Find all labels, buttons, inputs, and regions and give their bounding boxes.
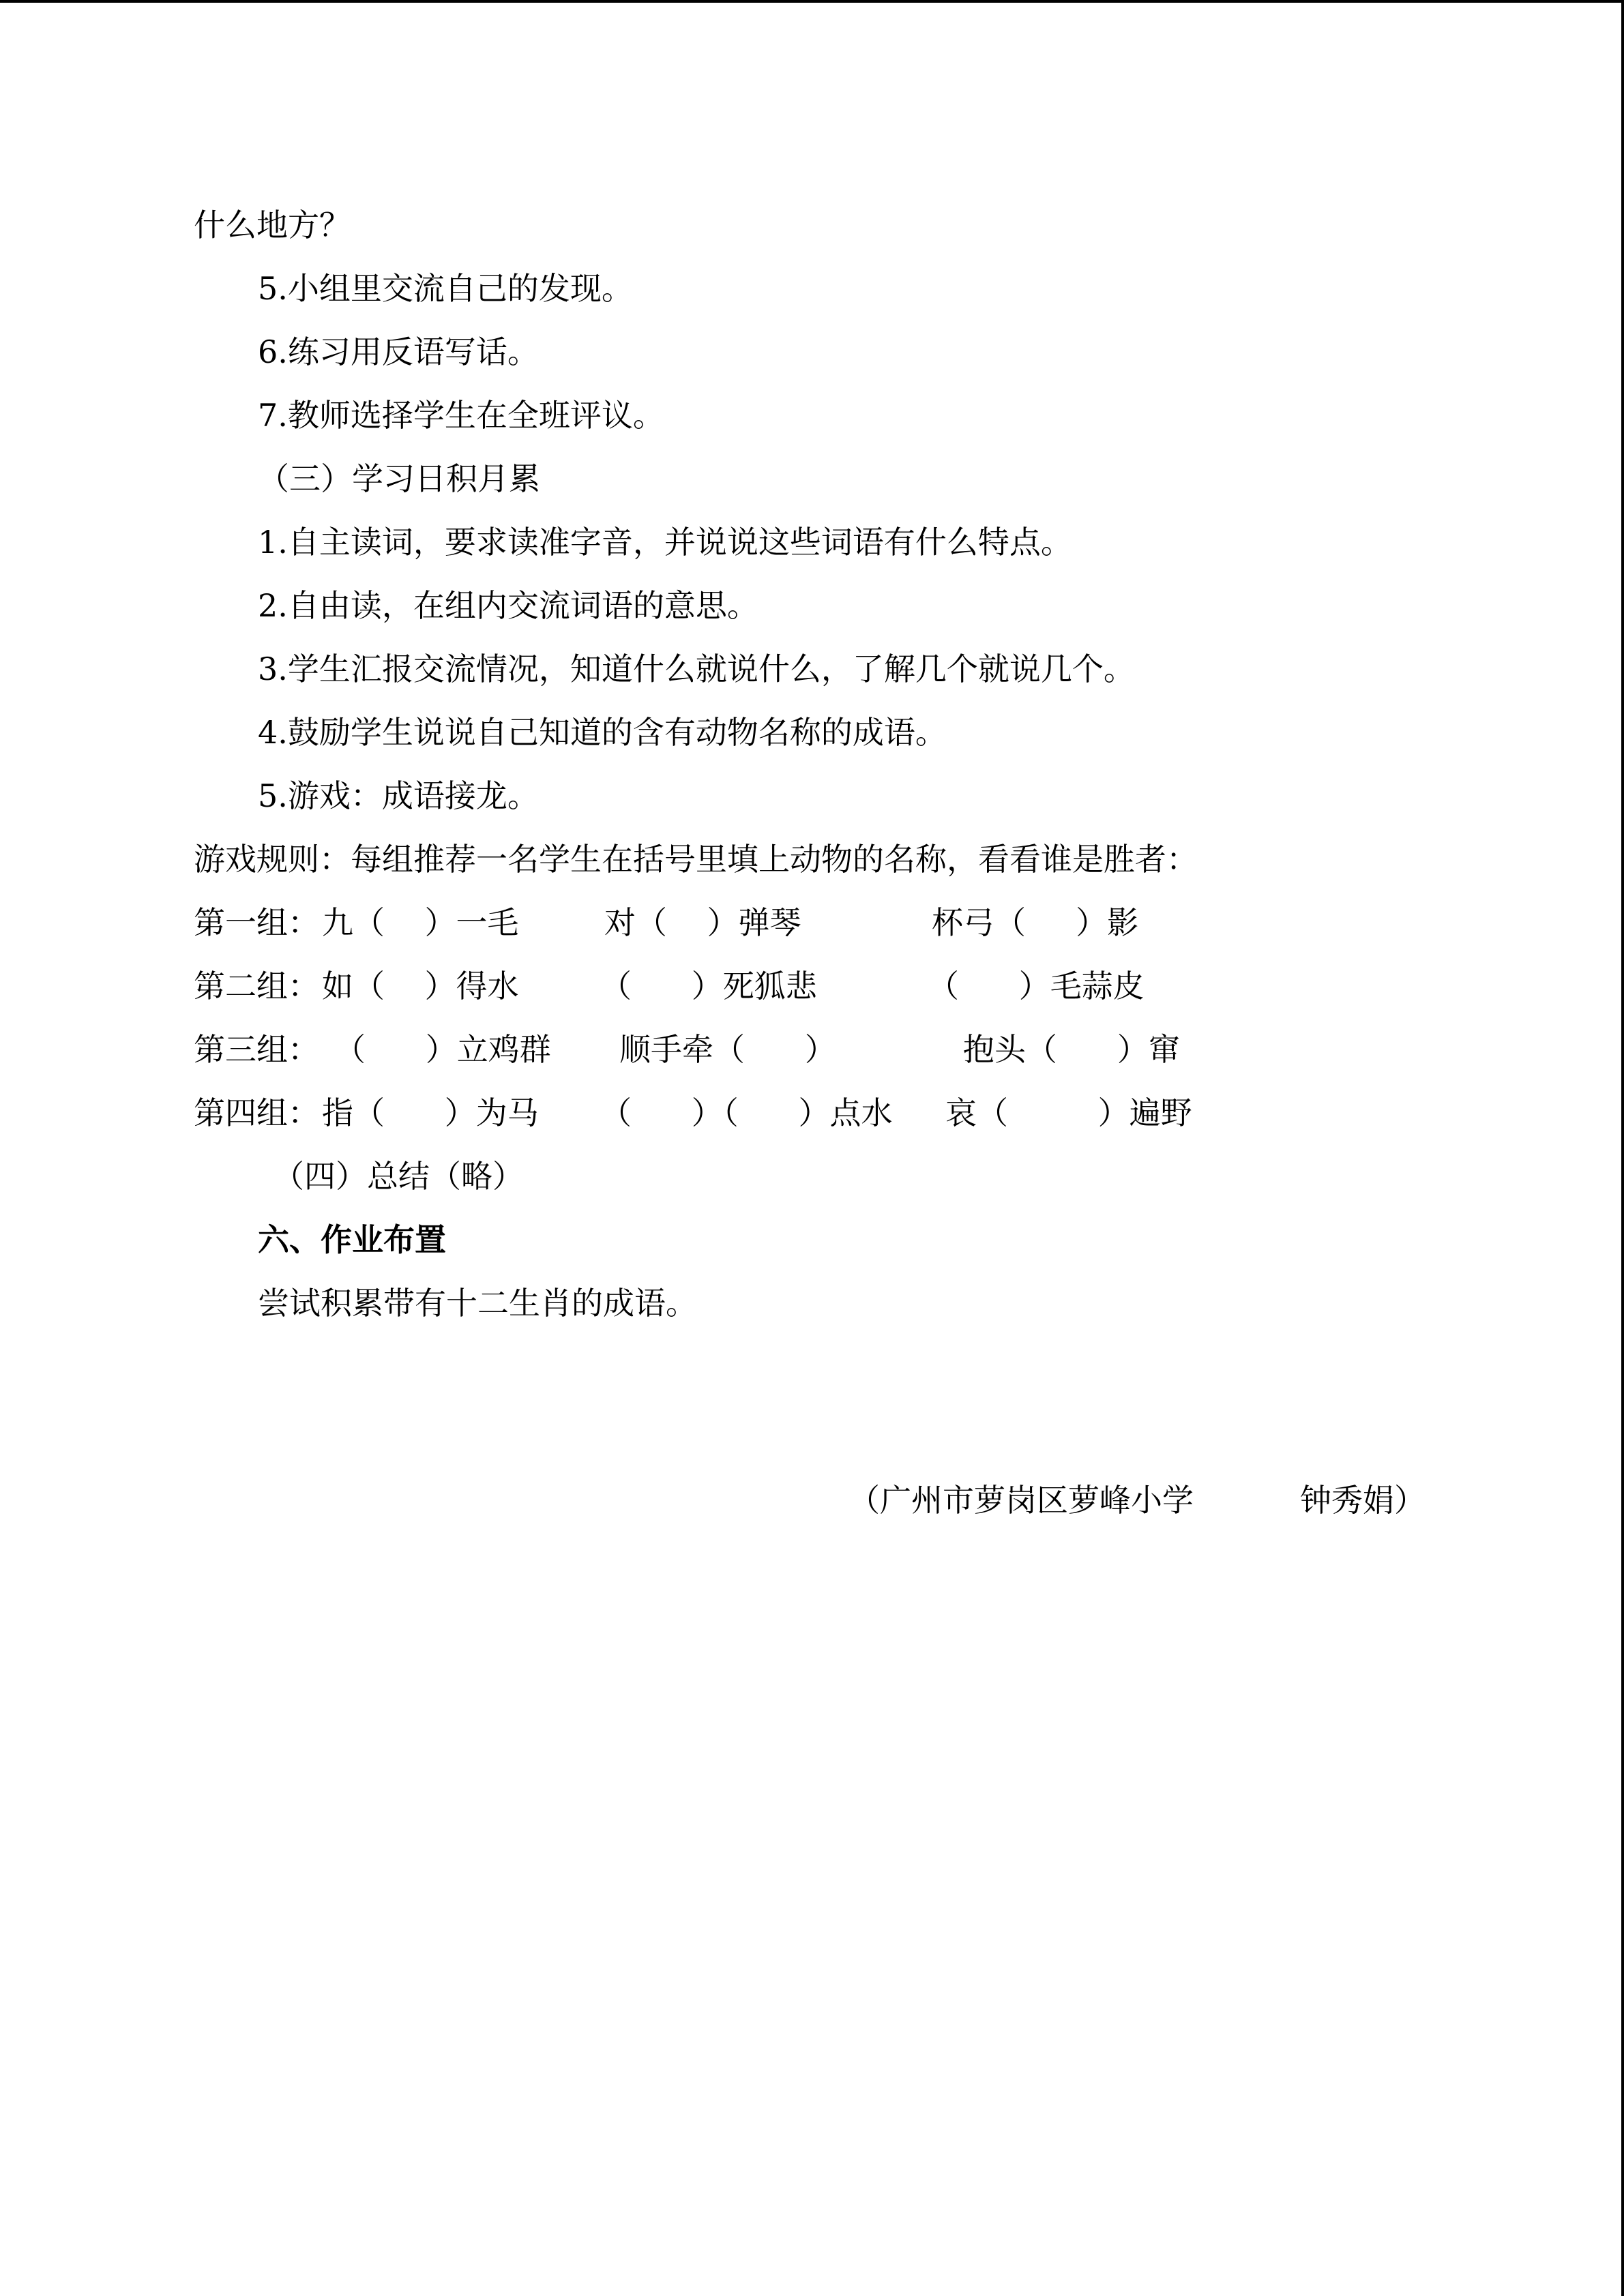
group-label: 第四组： bbox=[194, 1094, 319, 1131]
continuation-text: 什么地方？ bbox=[194, 207, 351, 243]
section-heading: （四）总结（略） bbox=[273, 1158, 524, 1195]
group-label: 第二组： bbox=[194, 968, 319, 1004]
group-label: 第一组： bbox=[194, 904, 319, 941]
idiom-blank: （ ）死狐悲 bbox=[600, 968, 817, 1004]
idiom-blank: （ ）毛蒜皮 bbox=[928, 968, 1145, 1004]
list-item: 1.自主读词，要求读准字音，并说说这些词语有什么特点。 bbox=[258, 524, 1072, 561]
idiom-blank: 顺手牵（ ） bbox=[619, 1031, 836, 1068]
list-item: 5.小组里交流自己的发现。 bbox=[258, 270, 633, 307]
idiom-blank: 指（ ）为马 bbox=[322, 1094, 539, 1131]
idiom-blank: 杯弓（ ）影 bbox=[932, 904, 1139, 941]
idiom-blank: （ ）立鸡群 bbox=[334, 1031, 551, 1068]
idiom-blank: 九（ ）一毛 bbox=[322, 904, 519, 941]
list-item: 2.自由读，在组内交流词语的意思。 bbox=[258, 587, 758, 624]
section-heading: （三）学习日积月累 bbox=[258, 460, 540, 497]
list-item: 4.鼓励学生说说自己知道的含有动物名称的成语。 bbox=[258, 714, 947, 751]
list-item: 3.学生汇报交流情况，知道什么就说什么，了解几个就说几个。 bbox=[258, 651, 1135, 687]
idiom-blank: （ ）（ ）点水 bbox=[600, 1094, 893, 1131]
list-item: 6.练习用反语写话。 bbox=[258, 333, 539, 370]
game-rule-text: 游戏规则：每组推荐一名学生在括号里填上动物的名称，看看谁是胜者： bbox=[194, 841, 1198, 878]
signature-school: （广州市萝岗区萝峰小学 bbox=[848, 1482, 1194, 1519]
signature-name: 钟秀娟） bbox=[1300, 1482, 1426, 1519]
group-label: 第三组： bbox=[194, 1031, 319, 1068]
idiom-blank: 抱头（ ）窜 bbox=[963, 1031, 1180, 1068]
list-item: 5.游戏：成语接龙。 bbox=[258, 777, 539, 814]
list-item: 7.教师选择学生在全班评议。 bbox=[258, 397, 664, 434]
homework-text: 尝试积累带有十二生肖的成语。 bbox=[258, 1285, 697, 1322]
idiom-blank: 对（ ）弹琴 bbox=[604, 904, 801, 941]
idiom-blank: 如（ ）得水 bbox=[322, 968, 519, 1004]
idiom-blank: 哀（ ）遍野 bbox=[945, 1094, 1192, 1131]
section-heading: 六、作业布置 bbox=[258, 1221, 446, 1258]
